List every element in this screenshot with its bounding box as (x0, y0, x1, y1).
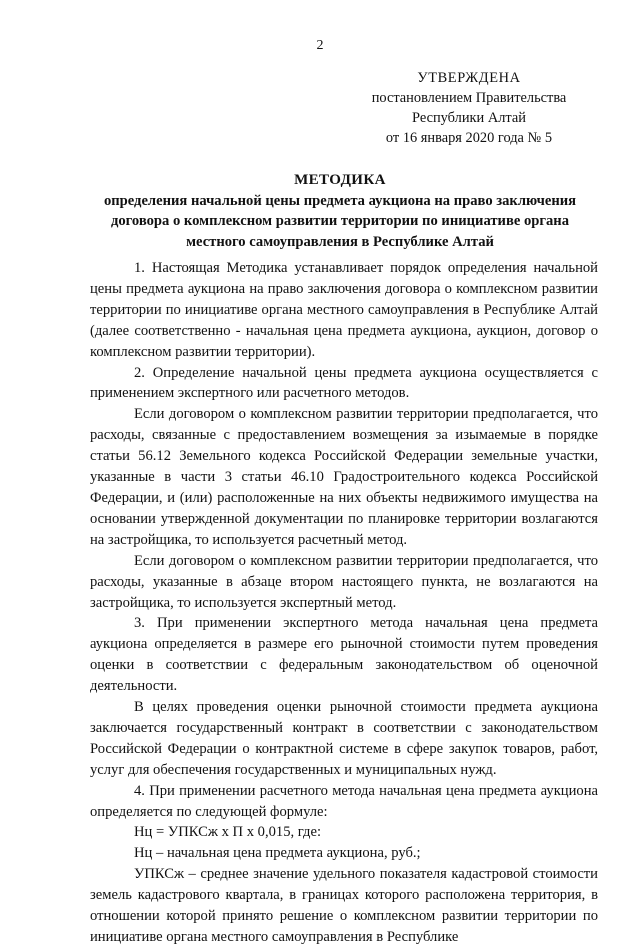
document-body (90, 258, 598, 948)
approval-line-3: от 16 января 2020 года № 5 (385, 130, 553, 146)
paragraph-6: В целях проведения оценки рыночной стоимости предмета аукциона заключается государственный контракт в соответствии с законодательством Российской Федерации о контрактной системе в сфере закупок товаров, работ, услуг для обеспечения государственных и муниципальных нужд. (90, 699, 598, 778)
approval-block (340, 68, 598, 148)
document-title: МЕТОДИКА (294, 172, 386, 188)
paragraph-7: 4. При применении расчетного метода начальная цена предмета аукциона определяется по следующей формуле: (90, 782, 598, 820)
page-number: 2 (316, 38, 324, 53)
paragraph-3: Если договором о комплексном развитии территории предполагается, что расходы, связанные с предоставлением возмещения за изымаемые в порядке статьи 56.12 Земельного кодекса Российской Федерации земельные участки, указанные в части 3 статьи 46.10 Градостроительного кодекса Российской Федерации, и (или) расположенные на них объекты недвижимого имущества на основании утвержденной документации по планировке территории возлагаются на застройщика, то используется расчетный метод. (90, 406, 598, 548)
document-subtitle: определения начальной цены предмета аукциона на право заключения договора о комплексном развитии территории по инициативе органа местного самоуправления в Республике Алтай (103, 192, 577, 250)
approval-line-1: постановлением Правительства (371, 90, 567, 106)
document-heading (80, 170, 600, 252)
approval-line-2: Республики Алтай (412, 110, 526, 126)
formula-definition-2: УПКСж – среднее значение удельного показателя кадастровой стоимости земель кадастрового квартала, в границах которого расположена территория, в отношении которой принято решение о комплексном развитии территории по инициативе органа местного самоуправления в Республике (90, 866, 598, 945)
paragraph-4: Если договором о комплексном развитии территории предполагается, что расходы, указанные в абзаце втором настоящего пункта, не возлагаются на застройщика, то используется экспертный метод. (90, 552, 598, 611)
paragraph-5: 3. При применении экспертного метода начальная цена предмета аукциона определяется в размере его рыночной стоимости путем проведения оценки в соответствии с федеральным законодательством об оценочной деятельности. (90, 615, 598, 695)
approval-title: УТВЕРЖДЕНА (417, 70, 521, 86)
formula-definition-1: Нц – начальная цена предмета аукциона, руб.; (134, 845, 421, 862)
paragraph-1: 1. Настоящая Методика устанавливает порядок определения начальной цены предмета аукциона на право заключения договора о комплексном развитии территории по инициативе органа местного самоуправления в Республике Алтай (далее соответственно - начальная цена предмета аукциона, аукцион, договор о комплексном развитии территории). (90, 260, 598, 360)
paragraph-2: 2. Определение начальной цены предмета аукциона осуществляется с применением экспертного или расчетного методов. (90, 364, 598, 402)
formula-line: Нц = УПКСж х П х 0,015, где: (134, 824, 322, 841)
